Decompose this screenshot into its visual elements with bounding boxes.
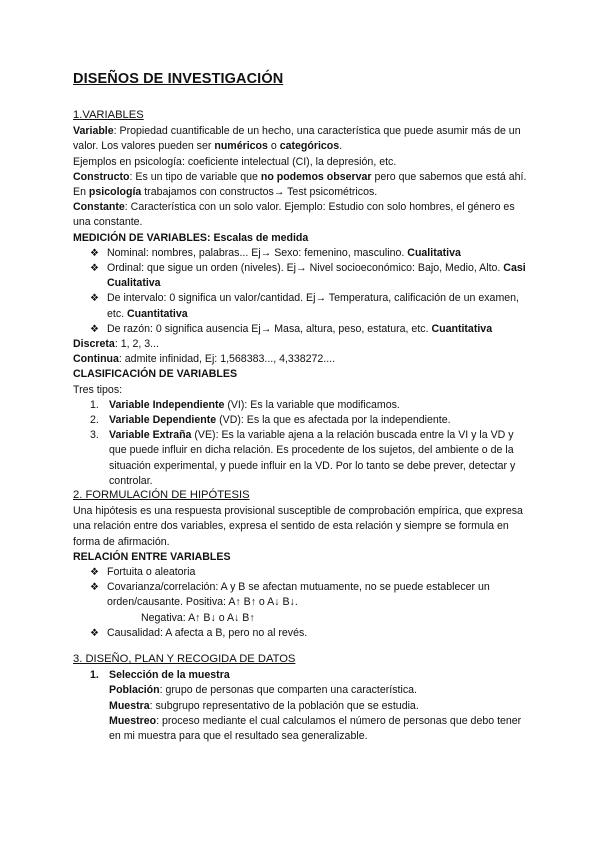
types-list (73, 398, 533, 489)
paragraph-poblacion: Población: grupo de personas que comparten una característica. (109, 684, 417, 697)
list-item: ❖ Covarianza/correlación: A y B se afectan mutuamente, no se puede establecer un orden/causante. Positiva: A↑ B↑ o A↓ B↓. Negativa: A↑ B↓ o A↓ B↑ (90, 581, 490, 624)
subheading-medicion: MEDICIÓN DE VARIABLES: Escalas de medida (73, 231, 309, 244)
list-item: ❖ De intervalo: 0 significa un valor/cantidad. Ej→ Temperatura, calificación de un examen, etc. Cuantitativa (90, 292, 520, 320)
paragraph-muestreo: Muestreo: proceso mediante el cual calculamos el número de personas que debo tener en mi muestra para que el resultado sea generalizable. (109, 714, 522, 743)
section-heading: 1.VARIABLES (73, 109, 144, 121)
section-heading: 2. FORMULACIÓN DE HIPÓTESIS (73, 489, 250, 501)
paragraph-muestra: Muestra: subgrupo representativo de la población que se estudia. (109, 699, 419, 712)
list-item: 1. Selección de la muestra (90, 669, 230, 682)
list-item: ❖ De razón: 0 significa ausencia Ej→ Masa, altura, peso, estatura, etc. Cuantitativa (73, 322, 533, 337)
list-item: 3. Variable Extraña (VE): Es la variable ajena a la relación buscada entre la VI y la VD y que puede influir en dicha relación. Es procedente de los sujetos, del ambiente o de la situación experimental, y puede influir en la VD. Por lo tanto se debe prever, detectar y controlar. (90, 429, 516, 487)
relation-list (73, 565, 533, 641)
paragraph-variable: Variable: Propiedad cuantificable de un hecho, una característica que puede asumir más de un valor. Los valores pueden ser numéricos o categóricos. (73, 125, 521, 153)
scales-list (73, 246, 533, 337)
list-item: ❖ Causalidad: A afecta a B, pero no al revés. (73, 626, 533, 641)
design-list (73, 668, 533, 683)
paragraph-discreta: Discreta: 1, 2, 3... (73, 338, 159, 351)
diamond-bullet-icon: ❖ (90, 293, 99, 305)
diamond-bullet-icon: ❖ (90, 263, 99, 275)
diamond-bullet-icon: ❖ (90, 627, 99, 639)
diamond-bullet-icon: ❖ (90, 582, 99, 594)
diamond-bullet-icon: ❖ (90, 323, 99, 335)
section-hipotesis (73, 488, 533, 641)
diamond-bullet-icon: ❖ (90, 567, 99, 579)
section-heading: 3. DISEÑO, PLAN Y RECOGIDA DE DATOS (73, 653, 296, 665)
paragraph-continua: Continua: admite infinidad, Ej: 1,568383..., 4,338272.... (73, 353, 336, 366)
paragraph-tres-tipos: Tres tipos: (73, 383, 123, 396)
section-diseno (73, 652, 533, 744)
document-title: DISEÑOS DE INVESTIGACIÓN (73, 71, 284, 87)
diamond-bullet-icon: ❖ (90, 247, 99, 259)
paragraph-hipotesis: Una hipótesis es una respuesta provisional susceptible de comprobación empírica, que expresa una relación entre dos variables, expresa el sentido de esta relación y siempre se formula en forma de afirmación. (73, 505, 523, 548)
list-item: ❖ Fortuita o aleatoria (73, 565, 533, 580)
paragraph-constructo: Constructo: Es un tipo de variable que no podemos observar pero que sabemos que está ahí. En psicología trabajamos con constructos→ Test psicométricos. (73, 170, 527, 199)
subheading-relacion: RELACIÓN ENTRE VARIABLES (73, 550, 231, 563)
list-item: ❖ Nominal: nombres, palabras... Ej→ Sexo: femenino, masculino. Cualitativa (73, 246, 533, 261)
paragraph-ejemplos: Ejemplos en psicología: coeficiente intelectual (CI), la depresión, etc. (73, 155, 397, 168)
paragraph-constante: Constante: Característica con un solo valor. Ejemplo: Estudio con solo hombres, el género es una constante. (73, 201, 515, 229)
list-item: 2. Variable Dependiente (VD): Es la que es afectada por la independiente. (90, 414, 451, 427)
list-item: ❖ Ordinal: que sigue un orden (niveles). Ej→ Nivel socioeconómico: Bajo, Medio, Alto. Casi Cualitativa (90, 262, 526, 290)
list-item: 1. Variable Independiente (VI): Es la variable que modificamos. (90, 398, 400, 411)
subheading-clasificacion: CLASIFICACIÓN DE VARIABLES (73, 368, 238, 381)
section-variables (73, 108, 533, 489)
